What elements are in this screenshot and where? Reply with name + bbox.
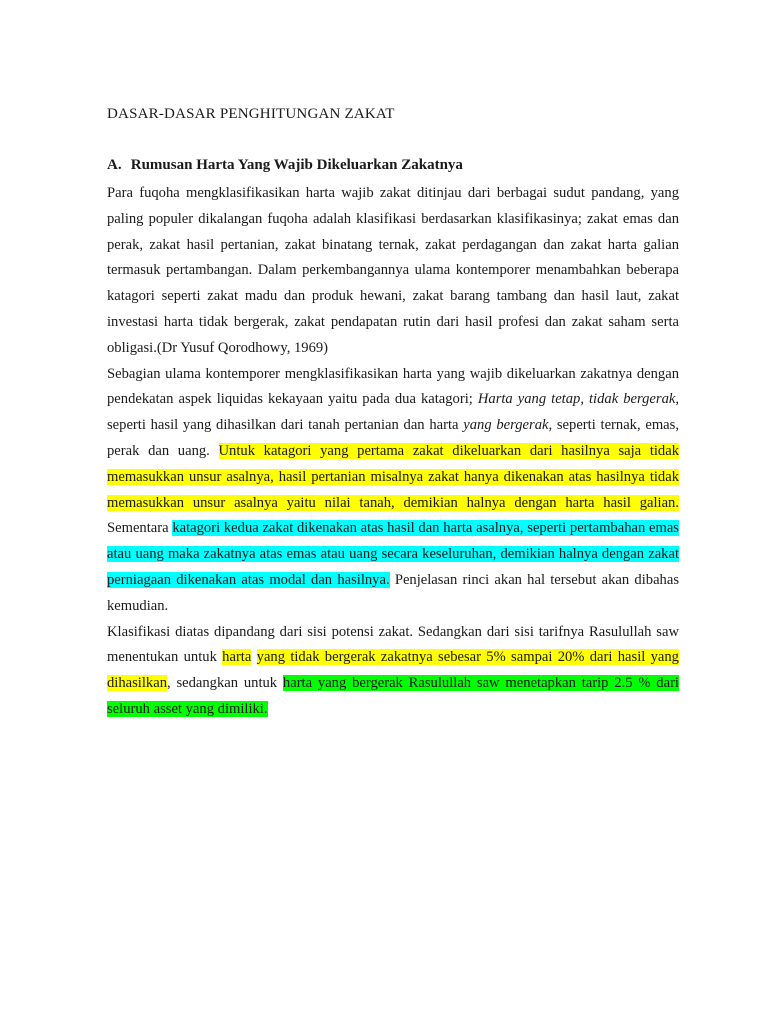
- paragraph-liquidity: [107, 362, 679, 620]
- paragraph-tariff: [107, 620, 679, 723]
- italic-text: Harta yang tetap, tidak bergerak,: [477, 391, 679, 408]
- highlight-green: harta yang bergerak Rasulullah saw menetapkan tarip 2.5 % dari seluruh asset yang dimiliki.: [107, 675, 679, 717]
- highlight-cyan: katagori kedua zakat dikenakan atas hasil dan harta asalnya, seperti pertambahan emas atau uang maka zakatnya atas emas atau uang secara keseluruhan, demikian halnya dengan zakat perniagaan dikenakan atas modal dan hasilnya.: [107, 520, 679, 588]
- text-run: Klasifikasi diatas dipandang dari sisi potensi zakat. Sedangkan dari sisi tarifnya Rasulullah saw menentukan untuk: [107, 623, 679, 666]
- text-run: Sementara: [107, 520, 173, 537]
- highlight-yellow: yang tidak bergerak zakatnya sebesar 5% sampai 20% dari hasil yang dihasilkan: [107, 649, 679, 692]
- text-run: Penjelasan rinci akan hal tersebut akan dibahas kemudian.: [107, 571, 679, 614]
- highlight-yellow: harta: [222, 649, 252, 666]
- text-run: seperti hasil yang dihasilkan dari tanah pertanian dan harta: [107, 417, 464, 434]
- section-heading: [107, 157, 463, 174]
- section-number: A.: [107, 157, 122, 173]
- text-run: seperti ternak, emas, perak dan uang.: [107, 417, 679, 459]
- italic-text: yang bergerak,: [463, 417, 553, 434]
- text-run: , sedangkan untuk: [167, 675, 283, 692]
- paragraph-classification: Para fuqoha mengklasifikasikan harta wajib zakat ditinjau dari berbagai sudut pandang, yang paling populer dikalangan fuqoha adalah klasifikasi berdasarkan klasifikasinya; zakat emas dan perak, zakat hasil pertanian, zakat binatang ternak, zakat perdagangan dan zakat harta galian termasuk pertambangan. Dalam perkembangannya ulama kontemporer menambahkan beberapa katagori seperti zakat madu dan produk hewani, zakat barang tambang dan hasil laut, zakat investasi harta tidak bergerak, zakat pendapatan rutin dari hasil profesi dan zakat saham serta obligasi.(Dr Yusuf Qorodhowy, 1969): [107, 185, 679, 356]
- document-title: DASAR-DASAR PENGHITUNGAN ZAKAT: [107, 106, 395, 122]
- text-run: Sebagian ulama kontemporer mengklasifikasikan harta yang wajib dikeluarkan zakatnya dengan pendekatan aspek liquidas kekayaan yaitu pada dua katagori;: [107, 365, 679, 408]
- highlight-yellow: Untuk katagori yang pertama zakat dikeluarkan dari hasilnya saja tidak memasukkan unsur asalnya, hasil pertanian misalnya zakat hanya dikenakan atas hasilnya tidak memasukkan unsur asalnya yaitu nilai tanah, demikian halnya dengan harta hasil galian.: [107, 442, 679, 511]
- section-title: Rumusan Harta Yang Wajib Dikeluarkan Zakatnya: [130, 157, 463, 173]
- document-body: [107, 181, 679, 723]
